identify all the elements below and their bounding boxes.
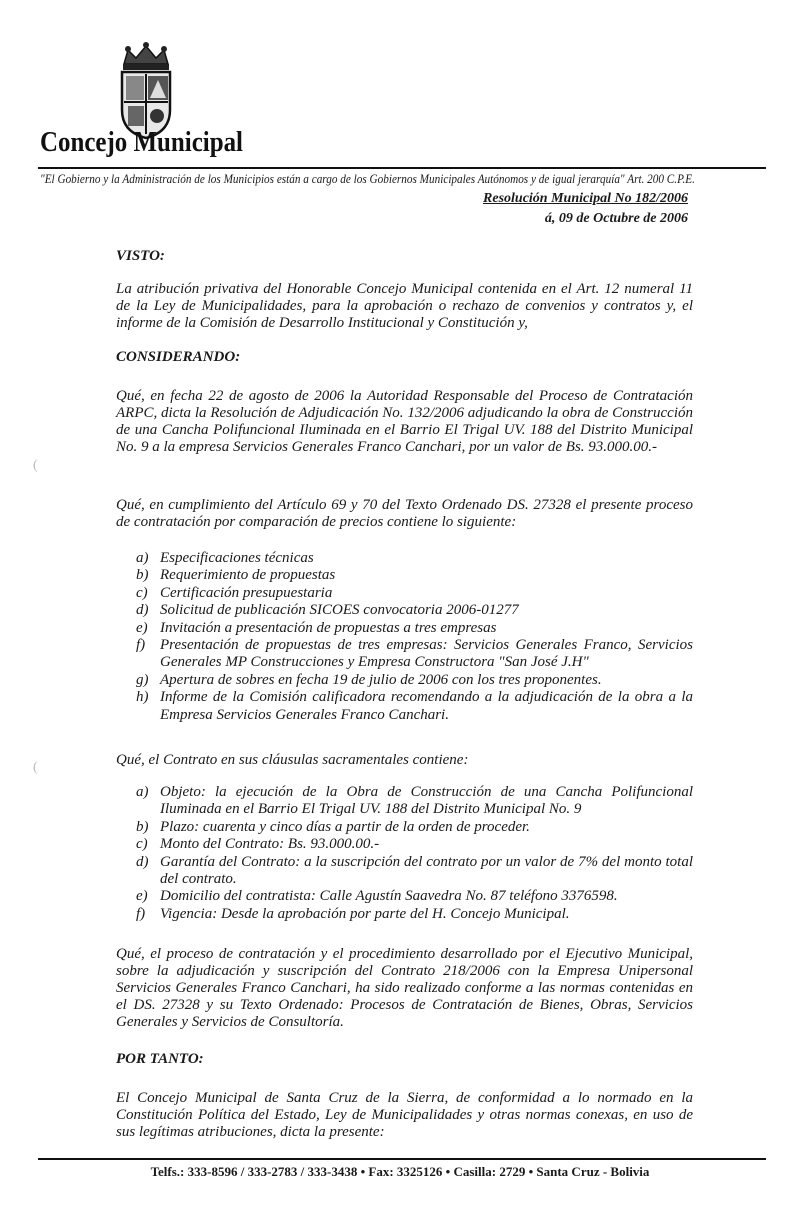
list-item-marker: f) xyxy=(136,637,146,654)
list-item xyxy=(136,585,693,602)
list-item-text: Monto del Contrato: Bs. 93.000.00.- xyxy=(160,836,380,853)
list-item-marker: e) xyxy=(136,619,148,636)
list-item-text: Garantía del Contrato: a la suscripción del contrato por un valor de 7% del monto total del contrato. xyxy=(160,853,693,888)
org-name: Concejo Municipal xyxy=(40,126,243,158)
list-item-text: Presentación de propuestas de tres empresas: Servicios Generales Franco, Servicios Generales MP Construcciones y Empresa Constructora "San José J.H" xyxy=(160,637,693,671)
list-item xyxy=(136,854,693,889)
list-item-text: Vigencia: Desde la aprobación por parte del H. Concejo Municipal. xyxy=(160,905,570,922)
list-item-text: Objeto: la ejecución de la Obra de Construcción de una Cancha Polifuncional Iluminada en el Barrio El Trigal UV. 188 del Distrito Municipal No. 9 xyxy=(160,784,693,818)
list-item xyxy=(136,620,693,637)
list-item xyxy=(136,689,693,724)
footer-divider xyxy=(38,1158,766,1160)
list-item-marker: f) xyxy=(136,905,146,922)
list-item xyxy=(136,784,693,819)
list-item-text: Requerimiento de propuestas xyxy=(160,567,336,584)
considerando-paragraph-3: Qué, el Contrato en sus cláusulas sacramentales contiene: xyxy=(116,752,469,768)
list-item-marker: a) xyxy=(136,784,149,800)
section-heading-visto: VISTO: xyxy=(116,248,165,264)
list-item-text: Solicitud de publicación SICOES convocatoria 2006-01277 xyxy=(160,602,519,619)
section-heading-considerando: CONSIDERANDO: xyxy=(116,349,241,365)
list-item-text: Apertura de sobres en fecha 19 de julio de 2006 con los tres proponentes. xyxy=(160,671,602,688)
list-item xyxy=(136,906,693,923)
list-item xyxy=(136,836,693,853)
section-heading-por-tanto: POR TANTO: xyxy=(116,1051,204,1067)
visto-paragraph: La atribución privativa del Honorable Concejo Municipal contenida en el Art. 12 numeral 11 de la Ley de Municipalidades, para la aprobación o rechazo de convenios y contratos y, el informe de la Comisión de Desarrollo Institucional y Constitución y, xyxy=(116,281,693,331)
list-item-marker: d) xyxy=(136,602,149,619)
header-divider xyxy=(38,167,766,169)
resolution-date: á, 09 de Octubre de 2006 xyxy=(544,211,688,226)
motto-quote: "El Gobierno y la Administración de los Municipios están a cargo de los Gobiernos Municipales Autónomos y de igual jerarquía" Art. 200 C.P.E. xyxy=(40,172,695,186)
list-item xyxy=(136,672,693,689)
list-item-marker: g) xyxy=(136,671,149,688)
list-item-text: Invitación a presentación de propuestas a tres empresas xyxy=(160,619,497,636)
list-item-marker: c) xyxy=(136,836,148,853)
list-item xyxy=(136,602,693,619)
por-tanto-paragraph: El Concejo Municipal de Santa Cruz de la Sierra, de conformidad a lo normado en la Constitución Política del Estado, Ley de Municipalidades y otras normas conexas, en uso de sus legítimas atribuciones, dicta la presente: xyxy=(116,1090,693,1140)
list-item-marker: b) xyxy=(136,818,149,835)
list-item-marker: e) xyxy=(136,888,148,905)
requirements-list xyxy=(136,550,693,724)
list-item xyxy=(136,567,693,584)
considerando-paragraph-2: Qué, en cumplimiento del Artículo 69 y 70 del Texto Ordenado DS. 27328 el presente proceso de contratación por comparación de precios contiene lo siguiente: xyxy=(116,497,693,530)
list-item-text: Informe de la Comisión calificadora recomendando a la adjudicación de la obra a la Empresa Servicios Generales Franco Canchari. xyxy=(160,689,693,723)
list-item-text: Certificación presupuestaria xyxy=(160,584,333,601)
coat-of-arms-logo xyxy=(110,40,182,140)
contract-clauses-list xyxy=(136,784,693,923)
scan-margin-mark: ( xyxy=(33,458,38,473)
list-item-text: Domicilio del contratista: Calle Agustín Saavedra No. 87 teléfono 3376598. xyxy=(160,888,618,905)
footer-contact: Telfs.: 333-8596 / 333-2783 / 333-3438 • Fax: 3325126 • Casilla: 2729 • Santa Cruz - Bolivia xyxy=(150,1164,650,1179)
list-item-marker: h) xyxy=(136,689,149,706)
list-item-text: Plazo: cuarenta y cinco días a partir de la orden de proceder. xyxy=(160,818,530,835)
list-item xyxy=(136,888,693,905)
list-item xyxy=(136,819,693,836)
scan-margin-mark: ( xyxy=(33,760,38,775)
list-item xyxy=(136,550,693,567)
list-item xyxy=(136,637,693,672)
considerando-paragraph-1: Qué, en fecha 22 de agosto de 2006 la Autoridad Responsable del Proceso de Contratación ARPC, dicta la Resolución de Adjudicación No. 132/2006 adjudicando la obra de Construcción de una Cancha Polifuncional Iluminada en el Barrio El Trigal UV. 188 del Distrito Municipal No. 9 a la empresa Servicios Generales Franco Canchari, por un valor de Bs. 93.000.00.- xyxy=(116,388,693,455)
list-item-marker: c) xyxy=(136,584,148,601)
list-item-marker: b) xyxy=(136,567,149,584)
list-item-marker: d) xyxy=(136,853,149,870)
list-item-marker: a) xyxy=(136,550,149,566)
considerando-paragraph-4: Qué, el proceso de contratación y el procedimiento desarrollado por el Ejecutivo Municipal, sobre la adjudicación y suscripción del Contrato 218/2006 con la Empresa Unipersonal Servicios Generales Franco Canchari, ha sido realizado conforme a las normas contenidas en el DS. 27328 y su Texto Ordenado: Procesos de Contratación de Bienes, Obras, Servicios Generales y Servicios de Consultoría. xyxy=(116,946,693,1030)
list-item-text: Especificaciones técnicas xyxy=(160,550,314,566)
resolution-title: Resolución Municipal No 182/2006 xyxy=(483,191,688,206)
